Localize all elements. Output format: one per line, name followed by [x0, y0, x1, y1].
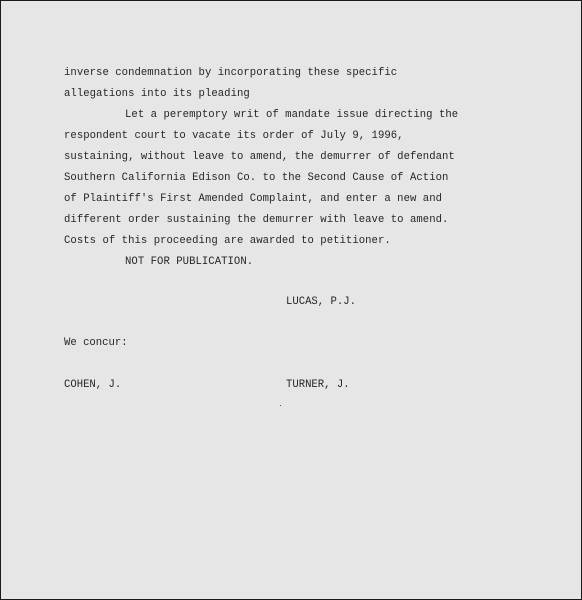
body-line: Let a peremptory writ of mandate issue directing the: [125, 109, 459, 121]
body-line: allegations into its pleading: [64, 88, 250, 100]
body-line: inverse condemnation by incorporating these specific: [64, 67, 398, 79]
opinion-body: [64, 66, 564, 268]
body-line: Costs of this proceeding are awarded to petitioner.: [64, 235, 391, 247]
publication-status: NOT FOR PUBLICATION.: [125, 256, 254, 268]
body-line: Southern California Edison Co. to the Second Cause of Action: [64, 172, 449, 184]
concurring-judge: COHEN, J.: [64, 379, 122, 391]
author-signature: LUCAS, P.J.: [286, 296, 356, 308]
body-line: respondent court to vacate its order of July 9, 1996,: [64, 130, 404, 142]
concur-label: We concur:: [64, 337, 128, 349]
body-line: different order sustaining the demurrer with leave to amend.: [64, 214, 449, 226]
body-line: sustaining, without leave to amend, the demurrer of defendant: [64, 151, 455, 163]
scan-speck: [280, 405, 281, 406]
body-line: of Plaintiff's First Amended Complaint, and enter a new and: [64, 193, 443, 205]
concurring-judge: TURNER, J.: [286, 379, 350, 391]
